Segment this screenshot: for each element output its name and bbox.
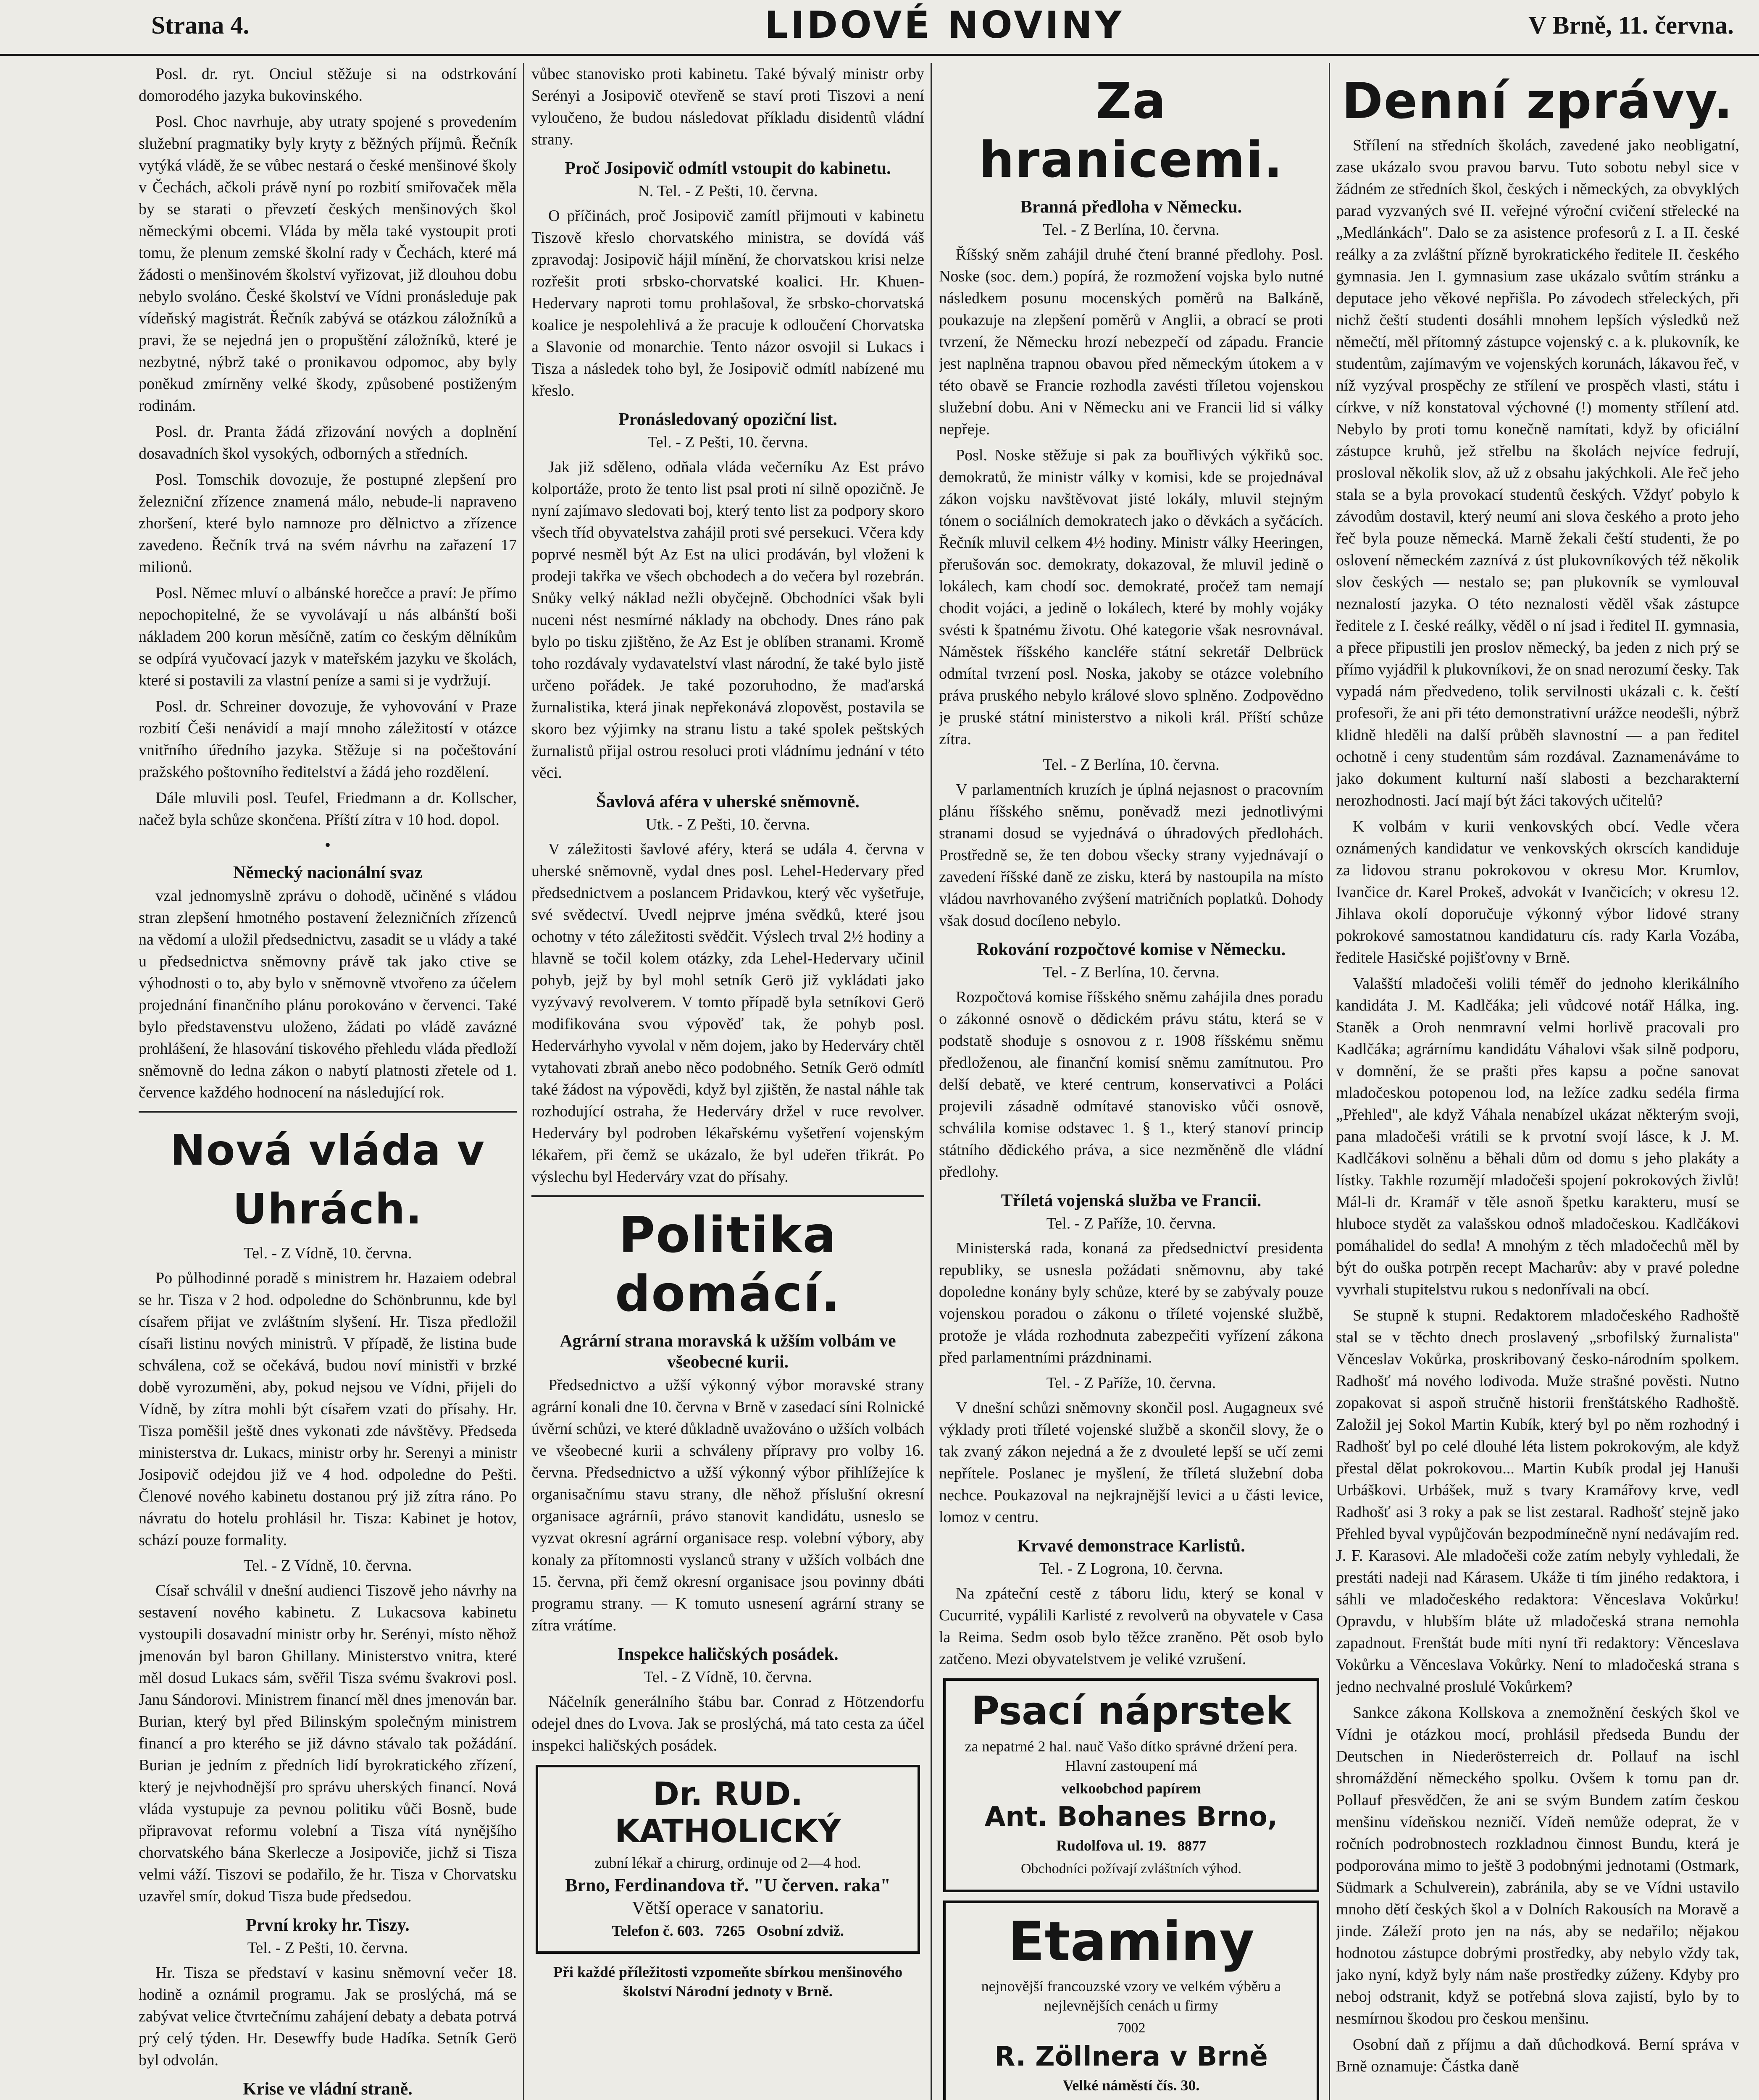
article-paragraph: V parlamentních kruzích je úplná nejasnost o pracovním plánu říšského sněmu, poněvadž mezi jednotlivými stranami dosud se vyjednává o úhradových předlohách. Prostředně se, že ten dobou všecky strany vyjednávají o zavedení říšské daně ze zisku, která by nastoupila na místo vládou navrhovaného zvýšení matričních poplatků. Dohody však dosud docíleno nebylo.: [939, 781, 1323, 929]
column-rule: [1329, 63, 1330, 2100]
article-paragraph: Posl. Noske stěžuje si pak za bouřlivých výkřiků soc. demokratů, že ministr války v komisi, kde se projednával zákon vojsku navštěvovat jisté lokály, mluvil stejným tónem o sociálních demokratech jako o děvkách a syčácích. Řečník mluvil celkem 4½ hodiny. Ministr války Heeringen, přerušován soc. demokraty, dokazoval, že mluvil jedině o lokálech, kam chodí soc. demokraté, pročež tam nemají chodit vojáci, a jedině o lokálech, které by mohly vojáky svésti k špatnému životu. Ohé kategorie však nesrovnával. Náměstek říšského kancléře státní sekretář Delbrück odmítal tvrzení posl. Noska, jakoby se otázce volebního práva pruského nebylo králové slovo splněno. Zodpovědno je pruské státní ministerstvo a nikoli král. Příští schůze zítra.: [939, 446, 1323, 748]
dateline: Tel. - Z Pešti, 10. června.: [247, 1939, 408, 1957]
dateline: Tel. - Z Logrona, 10. června.: [1039, 1560, 1223, 1578]
ad-line: zubní lékař a chirurg, ordinuje od 2—4 hod.: [594, 1854, 861, 1871]
ad-note: Obchodníci požívají zvláštních výhod.: [1021, 1861, 1241, 1877]
column-4: [1336, 63, 1739, 2100]
subheading: Rokování rozpočtové komise v Německu.: [976, 940, 1286, 959]
subheading: Šavlová aféra v uherské sněmovně.: [596, 792, 860, 811]
article-paragraph: Hr. Tisza se představí v kasinu sněmovní večer 18. hodině a oznámil programu. Jak se proslýchá, má se zabývat velice čtvrtečnímu zahájení debaty a debata potrvá prý celý týden. Hr. Desewffy bude Hadíka. Setník Gerö byl odvolán.: [139, 1964, 517, 2069]
article-paragraph: Valašští mladočeši volili téměř do jednoho klerikálního kandidáta J. M. Kadlčáka; jeli vůdcové notář Hálka, ing. Staněk a Oroh nenmravní velmi horlivě pracovali pro Kadlčáka; agrárnímu kandidátu Váhalovi však silně podporu, v domnění, že se prašti přes kapsu a počne sanovat mladočeskou potopenou lod, na ležíce zadku sedéla firma „Přehled", ale když Váhala nenabízel ukázat některým svoji, pana mladočeši vrátili se k prvotní svojí lásce, k J. M. Kadlčákovi solněnu a běhali dům od domu s jeho plakáty a lístky. Takhle rozumějí mladočeši spojení pokrokových živlů! Mál-li dr. Kramář v těle asnoň špetku karakteru, musí se hluboce stydět za valašskou odnoš mladočeskou. Kadlčákovi pomáhalidel do sedla! A mnohým z těch mladočechů měl by být do ouška potrpěn recept Macharův: aby v pravé poledne vyvrhali stupitelstvu rukou s nedonřívali na obcí.: [1336, 975, 1739, 1298]
article-paragraph: Posl. dr. ryt. Onciul stěžuje si na odstrkování domorodého jazyka bukovinského.: [139, 65, 517, 105]
advertisement-thimble: [943, 1678, 1319, 1892]
ad-address: Velké náměstí čís. 30.: [1062, 2077, 1200, 2094]
ad-name: Dr. RUD. KATHOLICKÝ: [615, 1775, 841, 1850]
article-paragraph: Osobní daň z příjmu a daň důchodková. Berní správa v Brně oznamuje: Částka daně: [1336, 2036, 1739, 2075]
ad-line: velkoobchod papírem: [1061, 1780, 1201, 1797]
subheading: Inspekce haličských posádek.: [617, 1645, 839, 1664]
dateline: Tel. - Z Vídně, 10. června.: [243, 1244, 412, 1262]
ad-text: nejnovější francouzské vzory ve velkém výběru a nejlevnějších cenách u firmy: [981, 1978, 1281, 2014]
dateline: Tel. - Z Paříže, 10. června.: [1046, 1374, 1216, 1392]
subheading: Krise ve vládní straně.: [243, 2079, 413, 2099]
dateline: Tel. - Z Vídně, 10. června.: [644, 1668, 812, 1686]
article-paragraph: Posl. dr. Pranta žádá zřizování nových a doplnění dosavadních škol vysokých, odborných a středních.: [139, 423, 517, 462]
section-headline: Politika domácí.: [615, 1206, 841, 1323]
divider: [139, 1111, 517, 1113]
article-paragraph: Sankce zákona Kollskova a znemožnění českých škol ve Vídni je otázkou mocí, prohlásil předseda Bundu der Deutschen in Niederösterreich dr. Pollauf na ischl shromáždění německého spolku. Ovšem k tomu pan dr. Pollauf přesvědčen, že ani se svým Bundem zatím českou menšinu vídeňskou nezničí. Vídeň nemůže odeprat, že v ročních podrobnostech rozkladnou činnost Bundu, která je podporována mimo to ještě 3 podobnými jednotami (Ostmark, Südmark a Schulverein), zabránila, aby se ve Vídni ustavilo mnoho dětí českých škol a v Dolních Rakousích na Moravě a jinde. Záleží proto jen na nás, aby se nedařilo; nějakou hodnotou zástupce dobrými prostředky, aby nebylo vždy tak, jako nyní, když byly nám naše prostředky zúženy. Kdyby pro neboj odstranit, když se potřebná slova zajistí, bylo by to nesmírnou škodou pro českou menšinu.: [1336, 1704, 1739, 2027]
page-number: Strana 4.: [151, 11, 250, 39]
article-paragraph: Rozpočtová komise říšského sněmu zahájila dnes poradu o zákonné osnově o dědickém právu státu, která se v podstatě shoduje s osnovou z r. 1908 říšskému sněmu předloženou, ale finanční komisí sněmu zamítnutou. Pro delší debatě, ve které centrum, konservativci a Poláci projevili zásadně odmítavé stanovisko vůči osnově, schválila komise odstavec 1. § 1., který stanoví princip státního dědického práva, a sice nezměněně dle vládní předlohy.: [939, 988, 1323, 1181]
column-3: [939, 63, 1323, 2100]
ad-name: Ant. Bohanes Brno,: [984, 1801, 1278, 1832]
article-paragraph: Ministerská rada, konaná za předsednictví presidenta republiky, se usnesla požádati sněmovnu, aby také dopoledne konány byly schůze, které by se zabývaly pouze vojenskou poradou o zákonu o tříleté vojenské službě, protože je vláda rozhodnuta zabezpečiti vyřízení zákona před parlamentními prázdninami.: [939, 1239, 1323, 1366]
separator-dot: •: [324, 835, 331, 854]
article-paragraph: V záležitosti šavlové aféry, která se udála 4. června v uherské sněmovně, vydal dnes posl. Lehel-Hedervary před předsednictvem a poslancem Pridavkou, který věc vyšetřuje, své svědectví. Uvedl nejprve jména svědků, které jsou ochotny v této záležitosti svědčit. Výslech trval 2½ hodiny a hlavně se točil kolem otázky, zda Lehel-Hedervary učinil pohyb, jejž by byl mohl setník Gerö již vykládati jako vyzývavý revolverem. V tomto případě byla setníkovi Gerö modifikována svou výpověď tak, že pohyb posl. Hedervárhyho vyvolal v něm dojem, jako by Hederváry chtěl vytahovati zbraň anebo něco podobného. Setník Gerö odmítl také žádost na výpovědi, když byl zjištěn, že nastal náhle tak rozhodující ostraha, že Hederváry držel v ruce revolver. Hederváry byl podroben lékařskému vyšetření vojenským lékařem, při čemž se ukázalo, že byl udeřen třikrát. Po výslechu byl Hederváry vzat do přísahy.: [531, 840, 924, 1186]
ad-number: 8877: [1178, 1838, 1207, 1854]
section-headline: Nová vláda v Uhrách.: [170, 1126, 485, 1234]
ad-phone: Telefon č. 603.: [612, 1922, 704, 1939]
newspaper-title: LIDOVÉ NOVINY: [765, 3, 1124, 47]
article-paragraph: Předsednictvo a užší výkonný výbor moravské strany agrární konali dne 10. června v Brně v zasedací síni Rolnické úvěrní schůzi, ve které důkladně uvažováno o užších volbách ve všeobecné kurii a schváleny přípravy pro volby 16. června. Předsednictvo a užší výkonný výbor přihlížejíce k organisačnímu stavu strany, dle něhož příslušní okresní organisace agrárníi, právo stanovit kandidátu, usneslo se vyzvat okresní agrární organisace resp. volební výbory, aby konaly za přítomnosti vyslanců strany v užších volbách dne 15. června, při čemž okresní organisace jsou povinny dbáti programu strany. — K tomuto usnesení agrární strany se zítra vrátíme.: [531, 1376, 924, 1634]
dateline: Tel. - Z Berlína, 10. června.: [1043, 756, 1220, 774]
article-paragraph: Náčelník generálního štábu bar. Conrad z Hötzendorfu odejel dnes do Lvova. Jak se proslýchá, má tato cesta za účel inspekci haličských posádek.: [531, 1693, 924, 1754]
subheading: Tříletá vojenská služba ve Francii.: [1001, 1191, 1262, 1210]
dateline: Tel. - Z Vídně, 10. června.: [243, 1557, 412, 1575]
article-paragraph: K volbám v kurii venkovských obcí. Vedle včera oznámených kandidatur ve venkovských okrscích kandiduje za lidovou stranu pokrokovou v okresu Mor. Krumlov, Ivančice dr. Karel Prokeš, advokát v Ivančicích; v okresu 12. Jihlava okolí doporučuje výkonný výbor lidové strany pokrokové samostatnou kandidaturu cís. rady Karla Vozába, ředitele Hasičské pojišťovny v Brně.: [1336, 818, 1739, 966]
masthead: [0, 0, 1759, 56]
section-headline: Denní zprávy.: [1341, 72, 1734, 130]
article-paragraph: Císař schválil v dnešní audienci Tiszově jeho návrhy na sestavení nového kabinetu. Z Lukacsova kabinetu vystoupili dosavadní ministr orby hr. Serényi, místo něhož jmenován byl baron Ghillany. Ministerstvo vnitra, které měl dosud Lukacs sám, svěřil Tisza svému švakrovi posl. Janu Sándorovi. Ministrem financí měl dnes jmenován bar. Burian, který byl před Bilinským společným ministrem financí a pro kterého se již dávno stávalo tak požádání. Burian je jedním z předních lidí byrokratického zřízení, který je nejvhodnější pro správu uherských financí. Nová vláda vystupuje za pevnou politiku vůči Bosně, bude připravovat reformu volební a Tisza vítá nynějšího chorvatského bána Skerlecze a Josipoviče, jichž si Tisza velmi váží. Tiszovi se podařilo, že hr. Tisza v Chorvatsku uzavřel smír, dokud Tisza bude předsedou.: [139, 1582, 517, 1905]
dateline: Tel. - Z Berlína, 10. června.: [1043, 221, 1220, 239]
article-paragraph: Střílení na středních školách, zavedené jako neobligatní, zase ukázalo svou pravou barvu. Tuto sobotu nebyl sice v žádném ze středních škol, českých i německých, za obvyklých parad vyzvaných své II. veřejné výroční cvičení střelecké na „Medlánkách". Dalo se za asistence profesorů z I. a II. české reálky a za zvláštní přízně byrokratického ředitele II. českého gymnasia. Jen I. gymnasium zase ukázalo svůtím stránku a deputace jeho věkové nepřišla. Po závodech střeleckých, při nichž čeští studenti dosáhli mnohem lepších výsledků než němečtí, měl přítomný zástupce vojenský c. a k. plukovník, ke studentům, zajímavým ve vojenských korunách, lákavou řeč, v níž vyzýval prospěchy ze střílení ve prospěch vlasti, státu i církve, v níž konstatoval výchovné (!) momenty střílení atd. Nebylo by proti tomu konečně namítati, když by oficiální zástupce kruhů, jež střelbu na školách nejvíce fedrují, prosloval několik slov, až už z obsahu jakýchkoli. Ale řeč jeho stala se a byla provokací studentů českých. Vždyť pobylo k závodům dostavil, který neumí ani slova českého a proto jeho řeč byla pouze německá. Marně žekali čeští studenti, že po oslovení německém zaznívá z úst plukovníkových též několik slov českých — nestalo se; pan plukovník se vymlouval neznalostí jazyka. O této neznalosti věděl však zástupce ředitele z I. české reálky, věděl o ní jsad i ředitel II. gymnasia, a přece připustili jen proslov německý, ba jeden z nich prý se přímo vyjádřil k plukovníkovi, že on snad nerozumí česky. Tak vypadá nám předvedeno, tolik servilnosti ukázali c. k. čeští profesoři, že ani při této demonstrativní urážce neodešli, nýbrž klidně hleděli na další průběh slavnostní — a pan ředitel ochotně i ceny studentům sám rozdával. Zaznamenáváme to jako dokument kulturní naší slabosti a bezcharakterní nerozhodnosti. Jací mají být žáci takových učitelů?: [1336, 136, 1739, 809]
subheading: Krvavé demonstrace Karlistů.: [1017, 1536, 1245, 1556]
ad-address: Brno, Ferdinandova tř. "U červen. raka": [565, 1875, 891, 1895]
article-paragraph: O příčinách, proč Josipovič zamítl přijmouti v kabinetu Tiszově křeslo chorvatského ministra, se dovídá váš zpravodaj: Josipovič hájil mínění, že chorvatskou krisi nelze rozřešit proti srbsko-chorvatské koalici. Hr. Khuen-Hedervary naproti tomu prohlašoval, že srbsko-chorvatská koalice je nespolehlivá a že pracuje k odloučení Chorvatska a Slavonie od monarchie. Tento názor osvojil si Lukacs i Tisza a následek toho byl, že Josipovič odmítl nabízené mu křeslo.: [531, 207, 924, 399]
ad-text: za nepatrné 2 hal. nauč Vašo dítko správné držení pera. Hlavní zastoupení má: [965, 1738, 1298, 1774]
ad-title: Etaminy: [1008, 1911, 1254, 1973]
article-paragraph: vůbec stanovisko proti kabinetu. Také bývalý ministr orby Serényi a Josipovič otevřeně se staví proti Tiszovi a není vyloučeno, že budou následovat příkladu disidentů vládní strany.: [531, 65, 924, 148]
article-paragraph: Posl. dr. Schreiner dovozuje, že vyhovování v Praze rozbití Češi nenávidí a mají mnoho záležitostí v otázce vnitřního úředního jazyka. Stěžuje si na počeštování pražského poštovního ředitelství a žádá jeho rozdělení.: [139, 698, 517, 781]
dateline: Tel. - Z Paříže, 10. června.: [1046, 1215, 1216, 1232]
advertisement-etaminy: [943, 1900, 1319, 2100]
subheading: Proč Josipovič odmítl vstoupit do kabinetu.: [565, 159, 891, 178]
subheading: První kroky hr. Tiszy.: [246, 1916, 410, 1935]
article-paragraph: Dále mluvili posl. Teufel, Friedmann a dr. Kollscher, načež byla schůze skončena. Příští zítra v 10 hod. dopol.: [139, 789, 517, 829]
issue-date: V Brně, 11. června.: [1528, 11, 1734, 39]
article-paragraph: V dnešní schůzi sněmovny skončil posl. Augagneux své výklady proti tříleté vojenské službě a skončil slovy, že o tak zvaný zákon nejedná a že z dvouleté lepší se učí zemi nepřítele. Poslanec je myšlení, že tříletá služební doba nechce. Poukazoval na nejkrajnější levici a u části levice, lomoz v centru.: [939, 1399, 1323, 1526]
subheading: Agrární strana moravská k užším volbám ve všeobecné kurii.: [560, 1331, 896, 1372]
column-rule: [523, 63, 524, 2100]
ad-title: Psací náprstek: [971, 1688, 1291, 1733]
ad-lift: Osobní zdviž.: [756, 1922, 844, 1939]
ad-name: R. Zöllnera v Brně: [994, 2041, 1268, 2072]
advertisement-dentist: [536, 1765, 920, 1954]
ad-number: 7265: [715, 1922, 745, 1939]
article-paragraph: Jak již sděleno, odňala vláda večerníku Az Est právo kolportáže, proto že tento list psal proti ní silně opozičně. Je nyní zajímavo sledovati boj, který tento list za podpory skoro všech tříd obyvatelstva zahájil proti své persekuci. Včera kdy poprvé nesměl být Az Est na ulici prodáván, byl vloženi k prodeji takřka ve všech obchodech a do večera byl rozebrán. Snůky velký náklad nežli obyčejně. Obchodníci však byli nuceni nést nesmírné náklady na obchody. Dnes ráno pak bylo po tisku zjištěno, že Az Est je oblíben stranami. Kromě toho rozdávaly vydavatelství vlast národní, že také bylo jistě určeno pořádek. Je také pozoruhodno, že maďarská žurnalistika, která jinak nepřekonává zlopověst, postavila se skoro bez výjimky na stranu listu a také spolek peštských žurnalistů přijal ostrou resoluci proti vládnímu jednání v této věci.: [531, 458, 924, 782]
subheading: Branná předloha v Německu.: [1020, 197, 1242, 217]
article-paragraph: Posl. Tomschik dovozuje, že postupné zlepšení pro železniční zřízence znamená málo, nebude-li napraveno zhoršení, které bylo namnoze pro dělnictvo a zřízence zavedeno. Řečník trvá na svém návrhu na zařazení 17 milionů.: [139, 471, 517, 576]
dateline: Utk. - Z Pešti, 10. června.: [645, 816, 810, 833]
ad-line: Větší operace v sanatoriu.: [632, 1898, 824, 1918]
subheading: Německý nacionální svaz: [233, 863, 423, 882]
article-paragraph: Se stupně k stupni. Redaktorem mladočeského Radhoště stal se v těchto dnech proslavený „srbofilský žurnalista" Věnceslav Vokůrka, proskribovaný česko-národním spolkem. Radhošť má nového lodivoda. Muže strašné pověsti. Nutno zopakovat si aspoň stručně historii frenštátského Radhoště. Založil jej Sokol Martin Kubík, který byl po něm rozhodný i Radhošť byl po celé dlouhé léta listem pokrokovým, ale když přestal dělat pokrokovou... Martin Kubík prodal jej Hanuši Urbáškovi. Urbášek, muž s tvary Kramářovy krve, vedl Radhošť asi 3 roky a pak se list zestaral. Radhošť stejně jako Přehled byval vypůjčován bezpodmínečně nyní nedávajím red. J. F. Karasovi. Ale mladočeši cože zatím nebyly vyhledali, že prestáti nadeji nad Kárasem. Ukáže ti tím jiného redaktora, i sáhli ve mladočeského redaktora: Věnceslava Vokůrku! Opravdu, v hlubším bláte už mladočeská strana nemohla zapadnout. Frenštát bude míti nyní tři redaktory: Věnceslava Vokůrku a Věnceslava Vokůrky. Není to mladočeská strana s jedno nechvalné proslulé Vokůrkem?: [1336, 1307, 1739, 1696]
ad-number: 7002: [1117, 2020, 1146, 2036]
divider: [531, 1195, 924, 1197]
column-rule: [931, 63, 932, 2100]
section-headline: Za hranicemi.: [979, 72, 1283, 189]
ad-address: Rudolfova ul. 19.: [1056, 1837, 1167, 1854]
subheading: Pronásledovaný opoziční list.: [618, 410, 837, 429]
dateline: Tel. - Z Berlína, 10. června.: [1043, 963, 1220, 981]
article-paragraph: Na zpáteční cestě z táboru lidu, který se konal v Cucurrité, vypálili Karlisté z revolverů na obyvatele v Casa la Reima. Sedm osob bylo těžce zraněno. Pět osob bylo zatčeno. Mezi obyvatelstvem je veliké vzrušení.: [939, 1585, 1323, 1668]
article-paragraph: Posl. Choc navrhuje, aby utraty spojené s provedením služební pragmatiky byly kryty z běžných příjmů. Řečník vytýká vládě, že se vůbec nestará o české menšinové školy v Čechách, ačkoli právě nyní po rozbití smiřovaček měla by se starati o převzetí českých menšinových škol německými obcemi. Vláda by měla také vystoupit proti tomu, že plenum zemské školní rady v Čechách, které má žádosti o menšinovém školství vyřizovat, již dlouhou dobu nebylo svoláno. České školství ve Vídni pronásleduje pak vídeňský magistrát. Řečník zabývá se otázkou záložníků a pravi, že se nejedná jen o propuštění záložníků, které je nezbytné, nýbrž také o pronikavou odpomoc, aby byly poněkud zmírněny velké škody, způsobené postiženým rodinám.: [139, 113, 517, 415]
column-2: [531, 63, 924, 2100]
article-paragraph: Posl. Němec mluví o albánské horečce a praví: Je přímo nepochopitelné, že se vyvolávají u nás albánští boši nákladem 200 korun měsíčně, zatím co českým dělníkům se odpírá vyučovací jazyk v mateřském jazyku ve školách, které si postavili za vlastní peníze a sami si je vydržují.: [139, 584, 517, 689]
article-paragraph: vzal jednomyslně zprávu o dohodě, učiněné s vládou stran zlepšení hmotného postavení železničních zřízenců na vědomí a uložil předsednictvu, zasadit se u vlády a také u předsednictva sněmovny právě tak jako ctive se výhodnosti o to, aby bylo v sněmovně vtvořeno za účelem projednání finančního plánu porokováno v červenci. Také bylo představenstvu uloženo, žádati po vládě zavázné prohlášení, že hlasování tiskového přehledu vláda předloží sněmovně do ledna zákon o nabytí platnosti zřetele od 1. července každého hodnocení na následující rok.: [139, 887, 517, 1101]
dateline: Tel. - Z Pešti, 10. června.: [647, 433, 808, 451]
column-1: [139, 63, 517, 2100]
footer-notice: Při každé příležitosti vzpomeňte sbírkou menšinového školství Národní jednoty v Brně.: [553, 1964, 902, 2000]
dateline: N. Tel. - Z Pešti, 10. června.: [638, 182, 818, 200]
article-paragraph: Říšský sněm zahájil druhé čtení branné předlohy. Posl. Noske (soc. dem.) popírá, že rozmožení vojska bylo nutné následkem posunu mocenských poměrů na Balkáně, poukazuje na zlepšení poměrů v Anglii, a obrací se proti tvrzení, že Německu hrozí nebezpečí od západu. Francie jest naplněna trapnou obavou před německým útokem a v této obavě se Francie rozhodla zavésti tříletou vojenskou služební dobu. Ani v Německu ani ve Francii lid si války nepřeje.: [939, 246, 1323, 438]
article-paragraph: Po půlhodinné poradě s ministrem hr. Hazaiem odebral se hr. Tisza v 2 hod. odpoledne do Schönbrunnu, kde byl císařem přijat ve zvláštním slyšení. Hr. Tisza předložil císaři listinu nových ministrů. V případě, že listina bude schválena, což se očekává, budou noví ministři v brzké době vyrozuměni, aby, pokud nejsou ve Vídni, přijeli do Vídně, by zítra mohli být císařem vzati do přísahy. Hr. Tisza poměšil ještě dnes vykonati zde návštěvy. Předseda ministerstva dr. Lukacs, ministr orby hr. Serenyi a ministr Josipovič odejdou již ve 4 hod. odpoledne do Pešti. Členové nového kabinetu dostanou prý již zítra ráno. Po návratu do hotelu prohlásil hr. Tisza: Kabinet je hotov, schází pouze formality.: [139, 1269, 517, 1549]
